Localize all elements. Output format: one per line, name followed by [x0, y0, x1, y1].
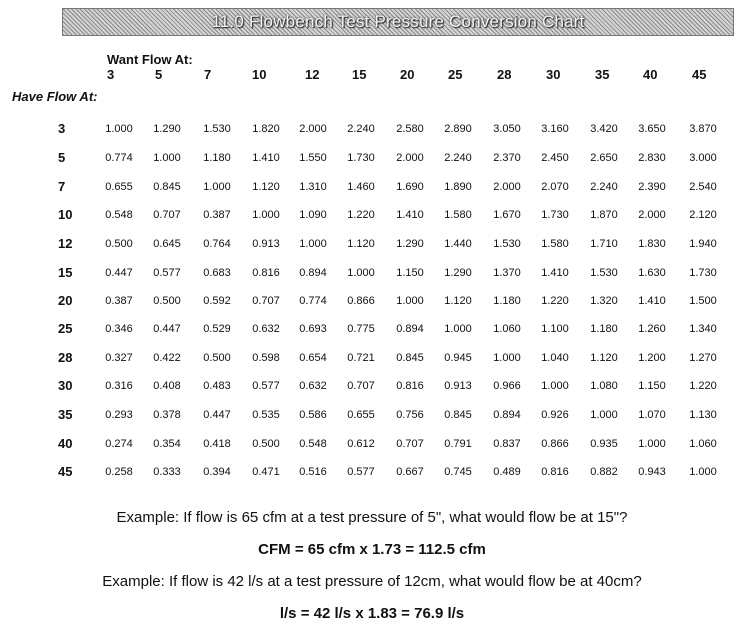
table-cell: 0.837	[493, 438, 521, 450]
table-cell: 1.180	[203, 152, 231, 164]
row-header: 3	[58, 121, 66, 136]
table-cell: 0.707	[153, 209, 181, 221]
table-cell: 0.548	[105, 209, 133, 221]
table-cell: 1.060	[689, 438, 717, 450]
table-cell: 0.577	[153, 267, 181, 279]
row-header: 45	[58, 464, 73, 479]
table-cell: 1.710	[590, 238, 618, 250]
table-cell: 1.290	[396, 238, 424, 250]
table-cell: 1.070	[638, 409, 666, 421]
example-answer-1: CFM = 65 cfm x 1.73 = 112.5 cfm	[258, 541, 486, 558]
table-cell: 0.816	[541, 466, 569, 478]
table-cell: 1.000	[590, 409, 618, 421]
table-cell: 0.378	[153, 409, 181, 421]
example-question-1: Example: If flow is 65 cfm at a test pressure of 5", what would flow be at 15"?	[116, 509, 628, 526]
table-cell: 1.530	[590, 267, 618, 279]
table-cell: 0.612	[347, 438, 375, 450]
table-cell: 0.866	[541, 438, 569, 450]
table-cell: 1.410	[396, 209, 424, 221]
row-header: 7	[58, 179, 66, 194]
table-cell: 2.000	[299, 123, 327, 135]
table-cell: 1.890	[444, 181, 472, 193]
table-cell: 0.516	[299, 466, 327, 478]
table-cell: 0.645	[153, 238, 181, 250]
table-cell: 1.000	[347, 267, 375, 279]
table-cell: 1.180	[493, 295, 521, 307]
table-cell: 2.120	[689, 209, 717, 221]
table-cell: 0.577	[347, 466, 375, 478]
table-cell: 0.943	[638, 466, 666, 478]
column-header: 5	[155, 67, 163, 82]
table-cell: 1.630	[638, 267, 666, 279]
table-cell: 0.327	[105, 352, 133, 364]
table-cell: 1.220	[347, 209, 375, 221]
table-cell: 1.000	[638, 438, 666, 450]
table-cell: 1.830	[638, 238, 666, 250]
table-cell: 1.410	[252, 152, 280, 164]
row-header: 15	[58, 265, 73, 280]
table-cell: 0.408	[153, 380, 181, 392]
table-cell: 2.580	[396, 123, 424, 135]
table-cell: 0.483	[203, 380, 231, 392]
chart-title-banner	[62, 8, 734, 36]
table-cell: 1.120	[252, 181, 280, 193]
table-cell: 1.870	[590, 209, 618, 221]
table-cell: 0.258	[105, 466, 133, 478]
table-cell: 2.540	[689, 181, 717, 193]
table-cell: 1.410	[541, 267, 569, 279]
table-cell: 2.450	[541, 152, 569, 164]
table-cell: 0.707	[396, 438, 424, 450]
table-cell: 0.775	[347, 323, 375, 335]
table-cell: 1.730	[689, 267, 717, 279]
table-cell: 1.000	[444, 323, 472, 335]
table-cell: 0.845	[396, 352, 424, 364]
table-cell: 0.447	[203, 409, 231, 421]
table-cell: 1.500	[689, 295, 717, 307]
column-header: 28	[497, 67, 512, 82]
table-cell: 0.592	[203, 295, 231, 307]
column-header: 30	[546, 67, 561, 82]
row-header: 40	[58, 436, 73, 451]
table-cell: 0.586	[299, 409, 327, 421]
table-cell: 1.690	[396, 181, 424, 193]
table-cell: 2.240	[347, 123, 375, 135]
table-cell: 0.535	[252, 409, 280, 421]
table-cell: 1.410	[638, 295, 666, 307]
table-cell: 0.745	[444, 466, 472, 478]
table-cell: 0.354	[153, 438, 181, 450]
table-cell: 3.160	[541, 123, 569, 135]
table-cell: 1.120	[347, 238, 375, 250]
table-cell: 3.050	[493, 123, 521, 135]
table-cell: 0.316	[105, 380, 133, 392]
table-cell: 0.966	[493, 380, 521, 392]
table-cell: 0.764	[203, 238, 231, 250]
table-cell: 0.707	[252, 295, 280, 307]
table-cell: 0.683	[203, 267, 231, 279]
column-header: 10	[252, 67, 267, 82]
table-cell: 2.070	[541, 181, 569, 193]
table-cell: 0.489	[493, 466, 521, 478]
table-cell: 0.632	[252, 323, 280, 335]
table-cell: 1.000	[105, 123, 133, 135]
table-cell: 1.000	[299, 238, 327, 250]
table-cell: 0.655	[105, 181, 133, 193]
row-header: 35	[58, 407, 73, 422]
table-cell: 1.530	[493, 238, 521, 250]
table-cell: 1.730	[541, 209, 569, 221]
row-header: 28	[58, 350, 73, 365]
table-cell: 0.707	[347, 380, 375, 392]
table-cell: 0.387	[203, 209, 231, 221]
table-cell: 1.550	[299, 152, 327, 164]
table-cell: 0.866	[347, 295, 375, 307]
table-cell: 0.500	[252, 438, 280, 450]
table-cell: 1.340	[689, 323, 717, 335]
table-cell: 1.090	[299, 209, 327, 221]
table-cell: 0.394	[203, 466, 231, 478]
table-cell: 2.240	[444, 152, 472, 164]
table-cell: 3.000	[689, 152, 717, 164]
table-cell: 0.548	[299, 438, 327, 450]
table-cell: 1.310	[299, 181, 327, 193]
row-header: 12	[58, 236, 73, 251]
row-header: 30	[58, 378, 73, 393]
table-cell: 1.580	[444, 209, 472, 221]
column-header: 45	[692, 67, 707, 82]
table-cell: 0.774	[105, 152, 133, 164]
row-header: 20	[58, 293, 73, 308]
table-cell: 1.000	[541, 380, 569, 392]
table-cell: 1.460	[347, 181, 375, 193]
table-cell: 1.150	[396, 267, 424, 279]
table-cell: 1.080	[590, 380, 618, 392]
table-cell: 0.500	[153, 295, 181, 307]
table-cell: 0.845	[153, 181, 181, 193]
table-cell: 0.500	[105, 238, 133, 250]
table-cell: 0.447	[105, 267, 133, 279]
table-cell: 1.040	[541, 352, 569, 364]
table-cell: 0.816	[252, 267, 280, 279]
column-header: 40	[643, 67, 658, 82]
table-cell: 1.820	[252, 123, 280, 135]
table-cell: 0.721	[347, 352, 375, 364]
column-header: 12	[305, 67, 320, 82]
table-cell: 0.598	[252, 352, 280, 364]
table-cell: 1.670	[493, 209, 521, 221]
table-cell: 2.000	[493, 181, 521, 193]
table-cell: 1.370	[493, 267, 521, 279]
table-cell: 2.390	[638, 181, 666, 193]
table-cell: 1.270	[689, 352, 717, 364]
table-cell: 0.577	[252, 380, 280, 392]
table-cell: 0.418	[203, 438, 231, 450]
table-cell: 1.220	[689, 380, 717, 392]
table-cell: 0.845	[444, 409, 472, 421]
table-cell: 0.774	[299, 295, 327, 307]
table-cell: 1.000	[493, 352, 521, 364]
column-header: 35	[595, 67, 610, 82]
table-cell: 2.000	[396, 152, 424, 164]
table-cell: 0.816	[396, 380, 424, 392]
table-cell: 1.320	[590, 295, 618, 307]
table-cell: 0.500	[203, 352, 231, 364]
table-cell: 1.530	[203, 123, 231, 135]
table-cell: 0.945	[444, 352, 472, 364]
table-cell: 0.655	[347, 409, 375, 421]
table-cell: 1.000	[153, 152, 181, 164]
table-cell: 0.882	[590, 466, 618, 478]
table-cell: 0.387	[105, 295, 133, 307]
table-cell: 3.420	[590, 123, 618, 135]
table-cell: 1.130	[689, 409, 717, 421]
table-cell: 2.000	[638, 209, 666, 221]
table-cell: 1.200	[638, 352, 666, 364]
table-cell: 0.632	[299, 380, 327, 392]
table-cell: 1.120	[444, 295, 472, 307]
table-cell: 0.447	[153, 323, 181, 335]
table-cell: 1.120	[590, 352, 618, 364]
table-cell: 0.471	[252, 466, 280, 478]
table-cell: 1.580	[541, 238, 569, 250]
table-cell: 1.260	[638, 323, 666, 335]
want-flow-label: Want Flow At:	[107, 52, 193, 67]
table-cell: 0.926	[541, 409, 569, 421]
table-cell: 1.000	[396, 295, 424, 307]
table-cell: 3.870	[689, 123, 717, 135]
table-cell: 0.791	[444, 438, 472, 450]
example-question-2: Example: If flow is 42 l/s at a test pressure of 12cm, what would flow be at 40cm?	[102, 573, 642, 590]
column-header: 25	[448, 67, 463, 82]
chart-title: 11.0 Flowbench Test Pressure Conversion Chart	[211, 12, 585, 31]
table-cell: 0.894	[396, 323, 424, 335]
table-cell: 0.894	[493, 409, 521, 421]
table-cell: 0.693	[299, 323, 327, 335]
table-cell: 0.913	[444, 380, 472, 392]
table-cell: 0.422	[153, 352, 181, 364]
row-header: 10	[58, 207, 73, 222]
column-header: 7	[204, 67, 212, 82]
column-header: 3	[107, 67, 115, 82]
table-cell: 2.370	[493, 152, 521, 164]
row-header: 5	[58, 150, 66, 165]
table-cell: 1.440	[444, 238, 472, 250]
have-flow-label: Have Flow At:	[12, 89, 98, 104]
table-cell: 1.940	[689, 238, 717, 250]
table-cell: 1.060	[493, 323, 521, 335]
table-cell: 1.220	[541, 295, 569, 307]
table-cell: 0.935	[590, 438, 618, 450]
row-header: 25	[58, 321, 73, 336]
table-cell: 0.654	[299, 352, 327, 364]
table-cell: 0.274	[105, 438, 133, 450]
table-cell: 1.290	[153, 123, 181, 135]
example-answer-2: l/s = 42 l/s x 1.83 = 76.9 l/s	[279, 605, 465, 622]
column-header: 15	[352, 67, 367, 82]
table-cell: 1.000	[203, 181, 231, 193]
table-cell: 0.333	[153, 466, 181, 478]
table-cell: 2.890	[444, 123, 472, 135]
table-cell: 0.529	[203, 323, 231, 335]
table-cell: 1.000	[252, 209, 280, 221]
table-cell: 1.100	[541, 323, 569, 335]
table-cell: 3.650	[638, 123, 666, 135]
table-cell: 1.730	[347, 152, 375, 164]
table-cell: 0.756	[396, 409, 424, 421]
table-cell: 0.346	[105, 323, 133, 335]
column-header: 20	[400, 67, 415, 82]
table-cell: 0.913	[252, 238, 280, 250]
table-cell: 1.000	[689, 466, 717, 478]
table-cell: 2.240	[590, 181, 618, 193]
table-cell: 2.830	[638, 152, 666, 164]
table-cell: 0.667	[396, 466, 424, 478]
table-cell: 0.293	[105, 409, 133, 421]
table-cell: 1.180	[590, 323, 618, 335]
table-cell: 2.650	[590, 152, 618, 164]
table-cell: 0.894	[299, 267, 327, 279]
table-cell: 1.290	[444, 267, 472, 279]
table-cell: 1.150	[638, 380, 666, 392]
